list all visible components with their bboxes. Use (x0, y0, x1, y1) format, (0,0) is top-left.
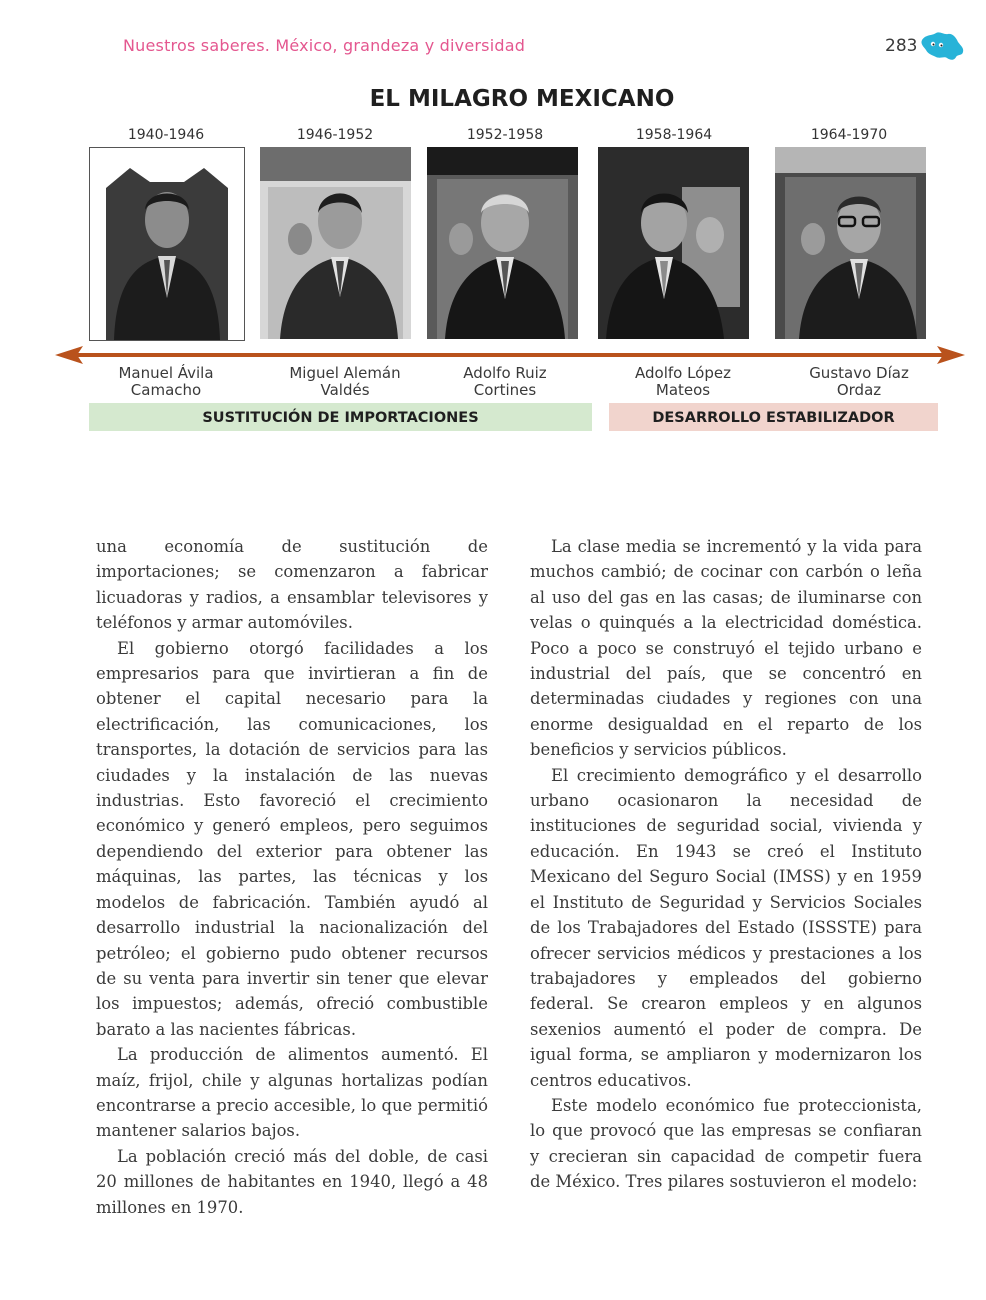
name-line: Adolfo Ruiz (463, 364, 547, 382)
text-column-right (530, 534, 922, 1195)
period-label: 1958-1964 (635, 127, 713, 143)
paragraph: La producción de alimentos aumentó. El maíz, frijol, chile y algunas hortalizas podían encontrarse a precio accesible, lo que permitió mantener salarios bajos. (96, 1045, 488, 1141)
period-label: 1952-1958 (466, 127, 544, 143)
name-line: Miguel Alemán (289, 364, 401, 382)
portrait-adolfo-ruiz-cortines (427, 147, 578, 339)
timeline-arrow (55, 346, 965, 364)
president-name (598, 365, 768, 399)
president-name (420, 365, 590, 399)
name-line: Adolfo López (635, 364, 731, 382)
portrait-manuel-avila-camacho (89, 147, 245, 341)
page-number: 283 (885, 36, 918, 56)
portrait-miguel-aleman-valdes (260, 147, 411, 339)
name-line: Gustavo Díaz (809, 364, 909, 382)
paragraph: una economía de sustitución de importaciones; se comenzaron a fabricar licuadoras y radios, a ensamblar televisores y teléfonos y armar automóviles. (96, 537, 488, 633)
timeline-title: EL MILAGRO MEXICANO (369, 86, 675, 112)
model-band-desarrollo: DESARROLLO ESTABILIZADOR (609, 403, 938, 431)
paragraph: El gobierno otorgó facilidades a los empresarios para que invirtieran a fin de obtener el capital necesario para la electrificación, las comunicaciones, los transportes, la dotación de servicios para las ciudades y la instalación de las nuevas industrias. Esto favoreció el crecimiento económico y generó empleos, pero seguimos dependiendo del exterior para obtener las máquinas, las partes, las técnicas y los modelos de fabricación. También ayudó al desarrollo industrial la nacionalización del petróleo; el gobierno pudo obtener recursos de su venta para invertir sin tener que elevar los impuestos; además, ofreció combustible barato a las nacientes fábricas. (96, 638, 488, 1039)
period-label: 1946-1952 (296, 127, 374, 143)
portrait-adolfo-lopez-mateos (598, 147, 749, 339)
model-band-sustitucion: SUSTITUCIÓN DE IMPORTACIONES (89, 403, 592, 431)
text-column-left (96, 534, 488, 1220)
paragraph: La clase media se incrementó y la vida para muchos cambió; de cocinar con carbón o leña al uso del gas en las casas; de iluminarse con velas o quinqués a la electricidad doméstica. Poco a poco se construyó el tejido urbano e industrial del país, que se concentró en determinadas ciudades y regiones con una enorme desigualdad en el reparto de los beneficios y servicios públicos. (530, 537, 922, 760)
book-title: Nuestros saberes. México, grandeza y diversidad (123, 36, 526, 55)
name-line: Mateos (655, 381, 711, 399)
name-line: Manuel Ávila (118, 364, 214, 382)
name-line: Ordaz (836, 381, 882, 399)
paragraph: Este modelo económico fue proteccionista, lo que provocó que las empresas se confiaran y crecieran sin capacidad de competir fuera de México. Tres pilares sostuvieron el modelo: (530, 1095, 922, 1192)
name-line: Valdés (320, 381, 370, 399)
paragraph: El crecimiento demográfico y el desarrollo urbano ocasionaron la necesidad de instituciones de seguridad social, vivienda y educación. En 1943 se creó el Instituto Mexicano del Seguro Social (IMSS) y en 1959 el Instituto de Seguridad y Servicios Sociales de los Trabajadores del Estado (ISSSTE) para ofrecer servicios médicos y prestaciones a los trabajadores y empleados del gobierno federal. Se crearon empleos y en algunos sexenios aumentó el poder de compra. De igual forma, se ampliaron y modernizaron los centros educativos. (530, 765, 922, 1090)
paragraph: La población creció más del doble, de casi 20 millones de habitantes en 1940, llegó a 48 millones en 1970. (96, 1146, 488, 1217)
mexico-map-icon (920, 30, 966, 64)
president-name (260, 365, 430, 399)
portrait-gustavo-diaz-ordaz (775, 147, 926, 339)
period-label: 1964-1970 (810, 127, 888, 143)
name-line: Cortines (473, 381, 537, 399)
name-line: Camacho (130, 381, 202, 399)
president-name (774, 365, 944, 399)
president-name (81, 365, 251, 399)
period-label: 1940-1946 (127, 127, 205, 143)
